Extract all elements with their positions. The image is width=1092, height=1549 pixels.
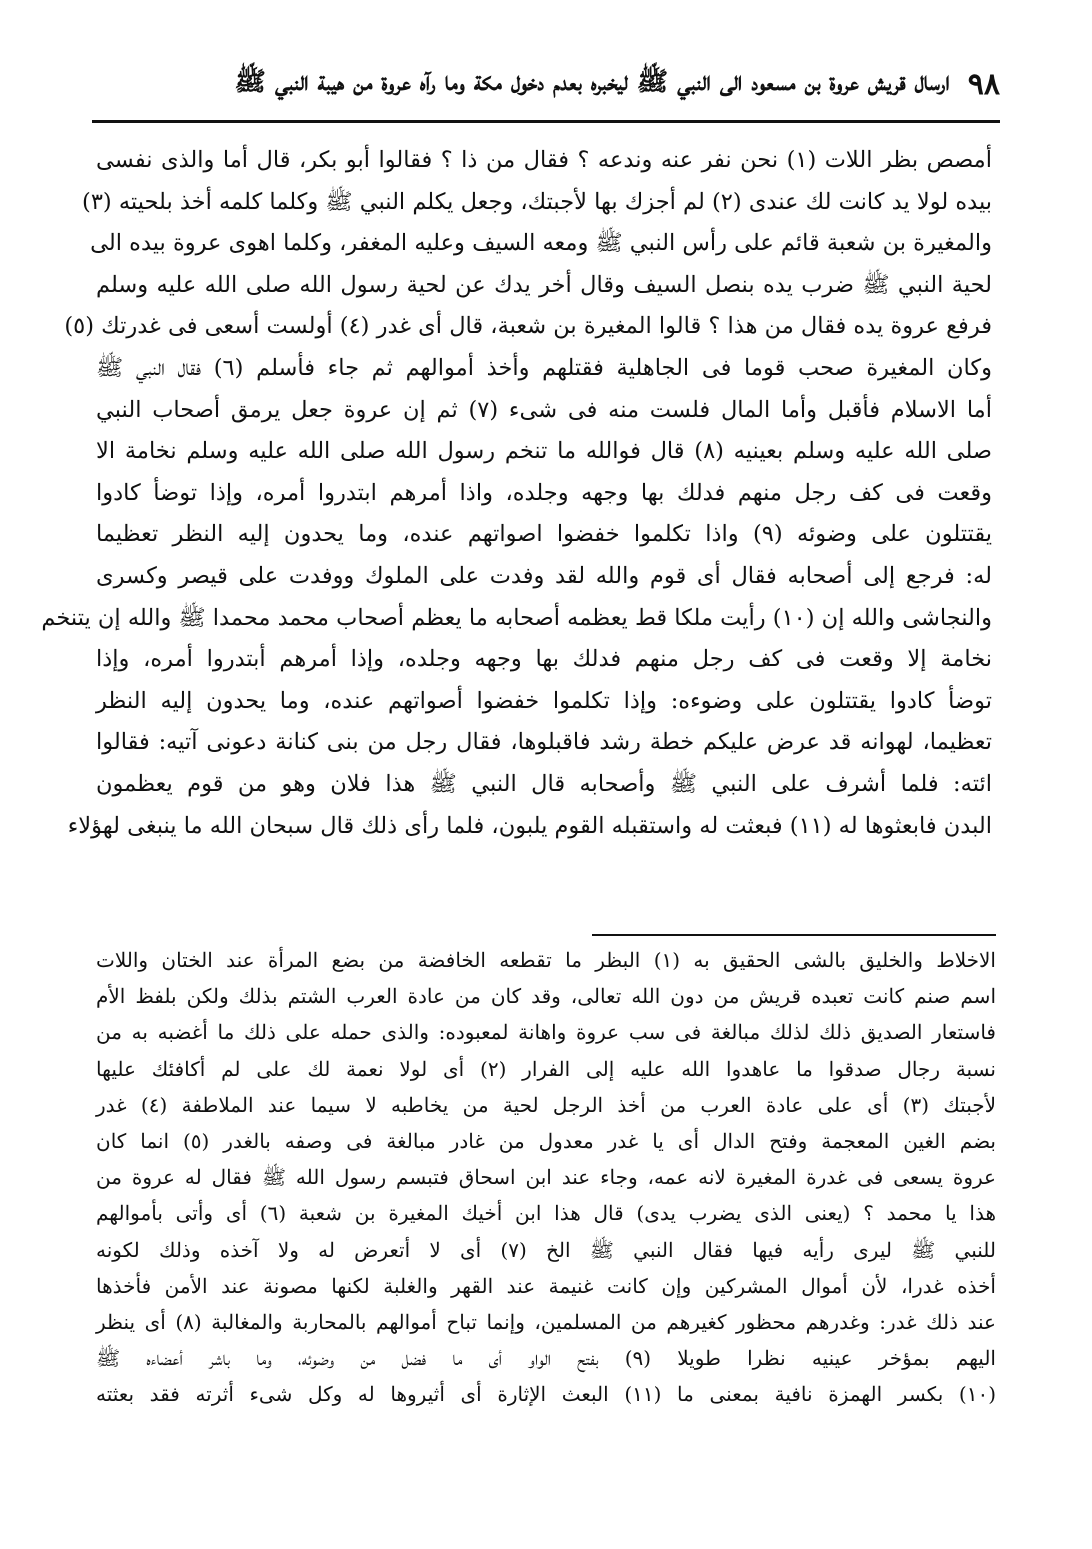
body-text-line: ائته: فلما أشرف على النبي ﷺ وأصحابه قال النبي ﷺ هذا فلان وهو من قوم يعظمون xyxy=(96,770,992,797)
footnote-line: للنبي ﷺ ليرى رأيه فيها فقال النبي ﷺ الخ (٧) أى لا أتعرض له ولا آخذه وذلك لكونه xyxy=(96,1237,996,1262)
body-text-line: لحية النبي ﷺ ضرب يده بنصل السيف وقال أخر يدك عن لحية رسول الله صلى الله عليه وسلم xyxy=(96,271,992,298)
footnote-line: فاستعار الصديق ذلك لذلك مبالغة فى سب عروة واهانة لمعبوده: والذى حمله على ذلك ما أغضبه به من xyxy=(96,1020,996,1045)
page-number: ٩٨ xyxy=(967,66,1000,102)
footnotes xyxy=(96,942,996,1413)
body-text-line: توضأ كادوا يقتتلون على وضوءه: وإذا تكلموا خفضوا أصواتهم عنده، وما يحدون إليه النظر xyxy=(96,687,992,714)
footnote-line: اسم صنم كانت تعبده قريش من دون الله تعالى، وقد كان من عادة العرب الشتم بذلك ولكن بلفظ الأم xyxy=(96,984,996,1009)
body-text-line: يقتتلون على وضوئه (٩) واذا تكلموا خفضوا اصواتهم عنده، وما يحدون إليه النظر تعظيما xyxy=(96,521,992,548)
footnote-line: الاخلاط والخليق بالشى الحقيق به (١) البظر ما تقطعه الخافضة من بضع المرأة عند الختان واللات xyxy=(96,948,996,972)
footnote-line: نسبة رجال صدقوا ما عاهدوا الله عليه إلى الفرار (٢) أى لولا نعمة لك على لم أكافئك عليها xyxy=(96,1056,996,1081)
body-text-line: أمصص بظر اللات (١) نحن نفر عنه وندعه ؟ فقال من ذا ؟ فقالوا أبو بكر، قال أما والذى نفسى xyxy=(96,147,992,173)
footnote-line: لأجبتك (٣) أى على عادة العرب من أخذ الرجل لحية من يخاطبه لا سيما عند الملاطفة (٤) غدر xyxy=(96,1092,997,1117)
header-rule xyxy=(92,120,1000,123)
body-text-line: تعظيما، لهوانه قد عرض عليكم خطة رشد فاقبلوها، فقال رجل من بنى كنانة دعونى آتيه: فقالوا xyxy=(96,729,992,756)
footnote-line: عروة يسعى فى غدرة المغيرة لانه عمه، وجاء عند ابن اسحاق فتبسم رسول الله ﷺ فقال له عروة من xyxy=(96,1165,996,1190)
footnote-separator xyxy=(592,934,996,936)
footnote-line: (١٠) بكسر الهمزة نافية بمعنى ما (١١) البعث الإثارة أى أثيروها له وكل شىء أثرته فقد بعثته xyxy=(96,1382,997,1407)
body-text-line: صلى الله عليه وسلم بعينيه (٨) قال فوالله ما تنخم رسول الله صلى الله عليه وسلم نخامة الا xyxy=(96,438,992,465)
body-text-line: بيده لولا يد كانت لك عندى (٢) لم أجزك بها لأجبتك، وجعل يكلم النبي ﷺ وكلما كلمه أخذ بلحيته (٣) xyxy=(82,188,992,215)
body-text-line: والمغيرة بن شعبة قائم على رأس النبي ﷺ ومعه السيف وعليه المغفر، وكلما اهوى عروة بيده الى xyxy=(90,230,992,257)
body-text-line: نخامة إلا وقعت فى كف رجل منهم فدلك بها وجهه وجلده، وإذا أمرهم أبتدروا أمره، وإذا xyxy=(96,646,992,673)
page-header xyxy=(92,58,1000,110)
footnote-line: هذا يا محمد ؟ (يعنى الذى يضرب يدى) قال هذا ابن أخيك المغيرة بن شعبة (٦) أى وأتى بأموالهم xyxy=(96,1201,997,1226)
running-title: ارسال قريش عروة بن مسعود الى النبي ﷺ ليخبره بعدم دخول مكة وما رآه عروة من هيبة النبي ﷺ xyxy=(234,67,950,97)
body-text-line: وكان المغيرة صحب قوما فى الجاهلية فقتلهم وأخذ أموالهم ثم جاء فأسلم (٦) فقال النبي ﷺ xyxy=(96,354,992,381)
body-text-line: له: فرجع إلى أصحابه فقال أى قوم والله لقد وفدت على الملوك ووفدت على قيصر وكسرى xyxy=(96,562,992,589)
footnote-line: اليهم بمؤخر عينيه نظرا طويلا (٩) بفتح الواو أى ما فضل من وضوئه، وما باشر أعضاءه ﷺ xyxy=(96,1346,996,1371)
footnote-line: أخذه غدرا، لأن أموال المشركين وإن كانت غنيمة عند القهر والغلبة لكنها مصونة عند الأمن فأخذها xyxy=(96,1273,996,1298)
body-text-line: وقعت فى كف رجل منهم فدلك بها وجهه وجلده، واذا أمرهم ابتدروا أمره، وإذا توضأ كادوا xyxy=(96,479,992,506)
footnote-line: بضم الغين المعجمة وفتح الدال أى يا غدر معدول من غادر مبالغة فى وصفه بالغدر (٥) انما كان xyxy=(96,1129,996,1154)
body-text-line: والنجاشى والله إن (١٠) رأيت ملكا قط يعظمه أصحابه ما يعظم أصحاب محمد محمدا ﷺ والله إن يتنخم xyxy=(41,604,992,631)
body-text-line: أما الاسلام فأقبل وأما المال فلست منه فى شىء (٧) ثم إن عروة جعل يرمق أصحاب النبي xyxy=(96,396,992,423)
body-text-line: فرفع عروة يده فقال من هذا ؟ قالوا المغيرة بن شعبة، قال أى غدر (٤) أولست أسعى فى غدرتك (٥) xyxy=(64,313,992,340)
main-text xyxy=(41,140,992,847)
body-text-line: البدن فابعثوها له (١١) فبعثت له واستقبله القوم يلبون، فلما رأى ذلك قال سبحان الله ما ينبغى لهؤلاء xyxy=(67,812,992,839)
footnote-line: عند ذلك غدر: وغدرهم محظور كغيرهم من المسلمين، وإنما تباح أموالهم بالمحاربة والمغالبة (٨) أى ينظر xyxy=(96,1310,996,1335)
